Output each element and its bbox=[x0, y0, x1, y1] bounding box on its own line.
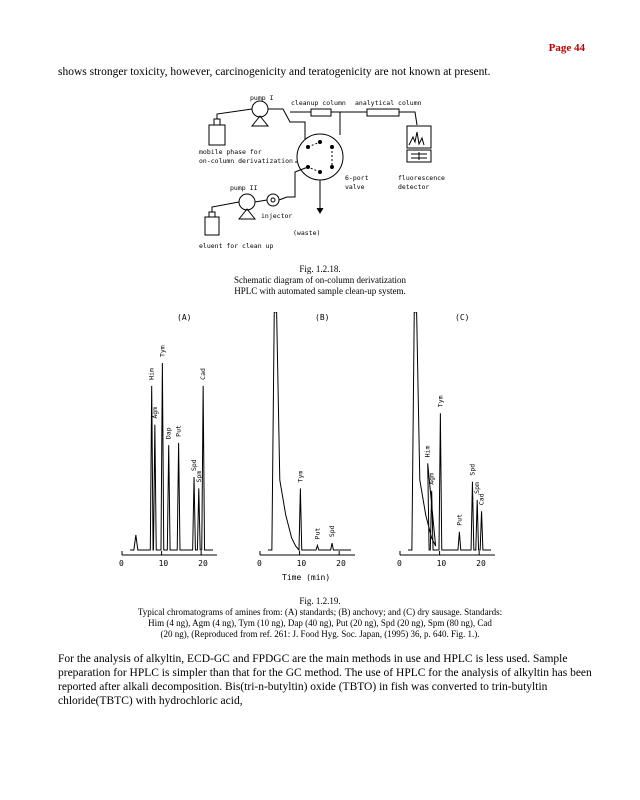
pump-1 bbox=[252, 101, 268, 117]
figure-1-caption-line-2: HPLC with automated sample clean-up system. bbox=[234, 286, 406, 296]
injector bbox=[267, 194, 279, 206]
label-pump-1: pump I bbox=[250, 94, 274, 102]
panel-label: (C) bbox=[455, 313, 470, 322]
peak-label: Dap bbox=[164, 427, 173, 440]
figure-2-caption bbox=[110, 596, 530, 640]
peak-label: Put bbox=[313, 527, 322, 540]
peak-label: Him bbox=[423, 445, 432, 458]
panel-label: (A) bbox=[177, 313, 192, 322]
peak-label: Spd bbox=[328, 525, 337, 538]
chromatogram-panel-c bbox=[397, 312, 495, 568]
peak-label: Cad bbox=[477, 493, 486, 506]
label-analytical-column: analytical column bbox=[355, 99, 422, 107]
chromatograms-chart bbox=[112, 312, 520, 588]
label-mobile-phase-2: on-column derivatization bbox=[199, 157, 293, 165]
peak-label: Tym bbox=[436, 395, 445, 408]
cleanup-column bbox=[311, 109, 331, 116]
peak-label: Put bbox=[174, 425, 183, 437]
eluent-bottle bbox=[205, 217, 219, 235]
figure-1-label: Fig. 1.2.18. bbox=[299, 264, 341, 274]
peak-label: Spm bbox=[473, 482, 482, 494]
figure-1-caption bbox=[0, 264, 640, 297]
peak-label: Him bbox=[147, 368, 156, 380]
label-pump-2: pump II bbox=[230, 184, 258, 192]
x-tick-label: 10 bbox=[436, 559, 447, 568]
label-six-port-1: 6-port bbox=[345, 174, 369, 182]
peak-label: Spm bbox=[194, 470, 203, 483]
chromatogram-panel-a bbox=[119, 313, 217, 568]
label-fluorescence-2: detector bbox=[398, 183, 430, 191]
intro-paragraph: shows stronger toxicity, however, carcinogenicity and teratogenicity are not known at present. bbox=[58, 66, 491, 78]
peak-label: Tym bbox=[296, 470, 305, 483]
label-injector: injector bbox=[261, 212, 293, 220]
label-six-port-2: valve bbox=[345, 183, 365, 191]
x-tick-label: 10 bbox=[296, 559, 307, 568]
peak-label: Spd bbox=[468, 463, 477, 476]
peak-label: Put bbox=[455, 514, 464, 526]
figure-2-caption-line-2: Him (4 ng), Agm (4 ng), Tym (10 ng), Dap (40 ng), Put (20 ng), Spd (20 ng), Spm (80 ng), Cad bbox=[148, 618, 492, 628]
peak-label: Tym bbox=[158, 345, 167, 358]
figure-1-caption-line-1: Schematic diagram of on-column derivatization bbox=[234, 275, 406, 285]
peak-label: Agm bbox=[150, 406, 159, 419]
page-number: Page 44 bbox=[548, 42, 585, 54]
x-axis-label: Time (min) bbox=[282, 573, 331, 582]
peak-label: Spd bbox=[190, 459, 199, 472]
x-tick-label: 10 bbox=[158, 559, 169, 568]
analytical-column bbox=[367, 109, 399, 116]
label-waste: (waste) bbox=[293, 229, 321, 237]
chromatogram-trace bbox=[408, 312, 491, 550]
label-fluorescence-1: fluorescence bbox=[398, 174, 445, 182]
x-tick-label: 0 bbox=[257, 559, 262, 568]
peak-label: Cad bbox=[199, 368, 208, 380]
hplc-schematic-diagram bbox=[195, 92, 455, 257]
chromatogram-trace bbox=[130, 363, 213, 550]
panel-label: (B) bbox=[315, 313, 330, 322]
label-cleanup-column: cleanup column bbox=[291, 99, 346, 107]
chromatogram-trace bbox=[268, 312, 351, 550]
figure-2-label: Fig. 1.2.19. bbox=[299, 596, 341, 606]
pump-2 bbox=[239, 194, 255, 210]
figure-2-caption-line-1: Typical chromatograms of amines from: (A) standards; (B) anchovy; and (C) dry sausage. Standards: bbox=[137, 607, 503, 617]
x-tick-label: 20 bbox=[198, 559, 208, 568]
x-tick-label: 20 bbox=[476, 559, 486, 568]
mobile-phase-bottle bbox=[209, 125, 225, 145]
figure-2-caption-line-3: (20 ng), (Reproduced from ref. 261: J. Food Hyg. Soc. Japan, (1995) 36, p. 640. Fig. 1.). bbox=[160, 629, 480, 639]
chromatogram-panel-b bbox=[257, 312, 355, 568]
x-tick-label: 0 bbox=[397, 559, 402, 568]
x-tick-label: 20 bbox=[336, 559, 346, 568]
label-mobile-phase-1: mobile phase for bbox=[199, 148, 262, 156]
body-paragraph: For the analysis of alkyltin, ECD-GC and FPDGC are the main methods in use and HPLC is less used. Sample preparation for HPLC is simpler than that for the GC method. The use of HPLC for the analysis of alkyltin has been reported after alkali decomposition. Bis(tri-n-butyltin) oxide (TBTO) in fish was converted to trin-butyltin chloride(TBTC) with hydrochloric acid, bbox=[58, 653, 592, 707]
peak-label: Agm bbox=[427, 472, 436, 485]
x-tick-label: 0 bbox=[119, 559, 124, 568]
label-eluent: eluent for clean up bbox=[199, 242, 274, 250]
